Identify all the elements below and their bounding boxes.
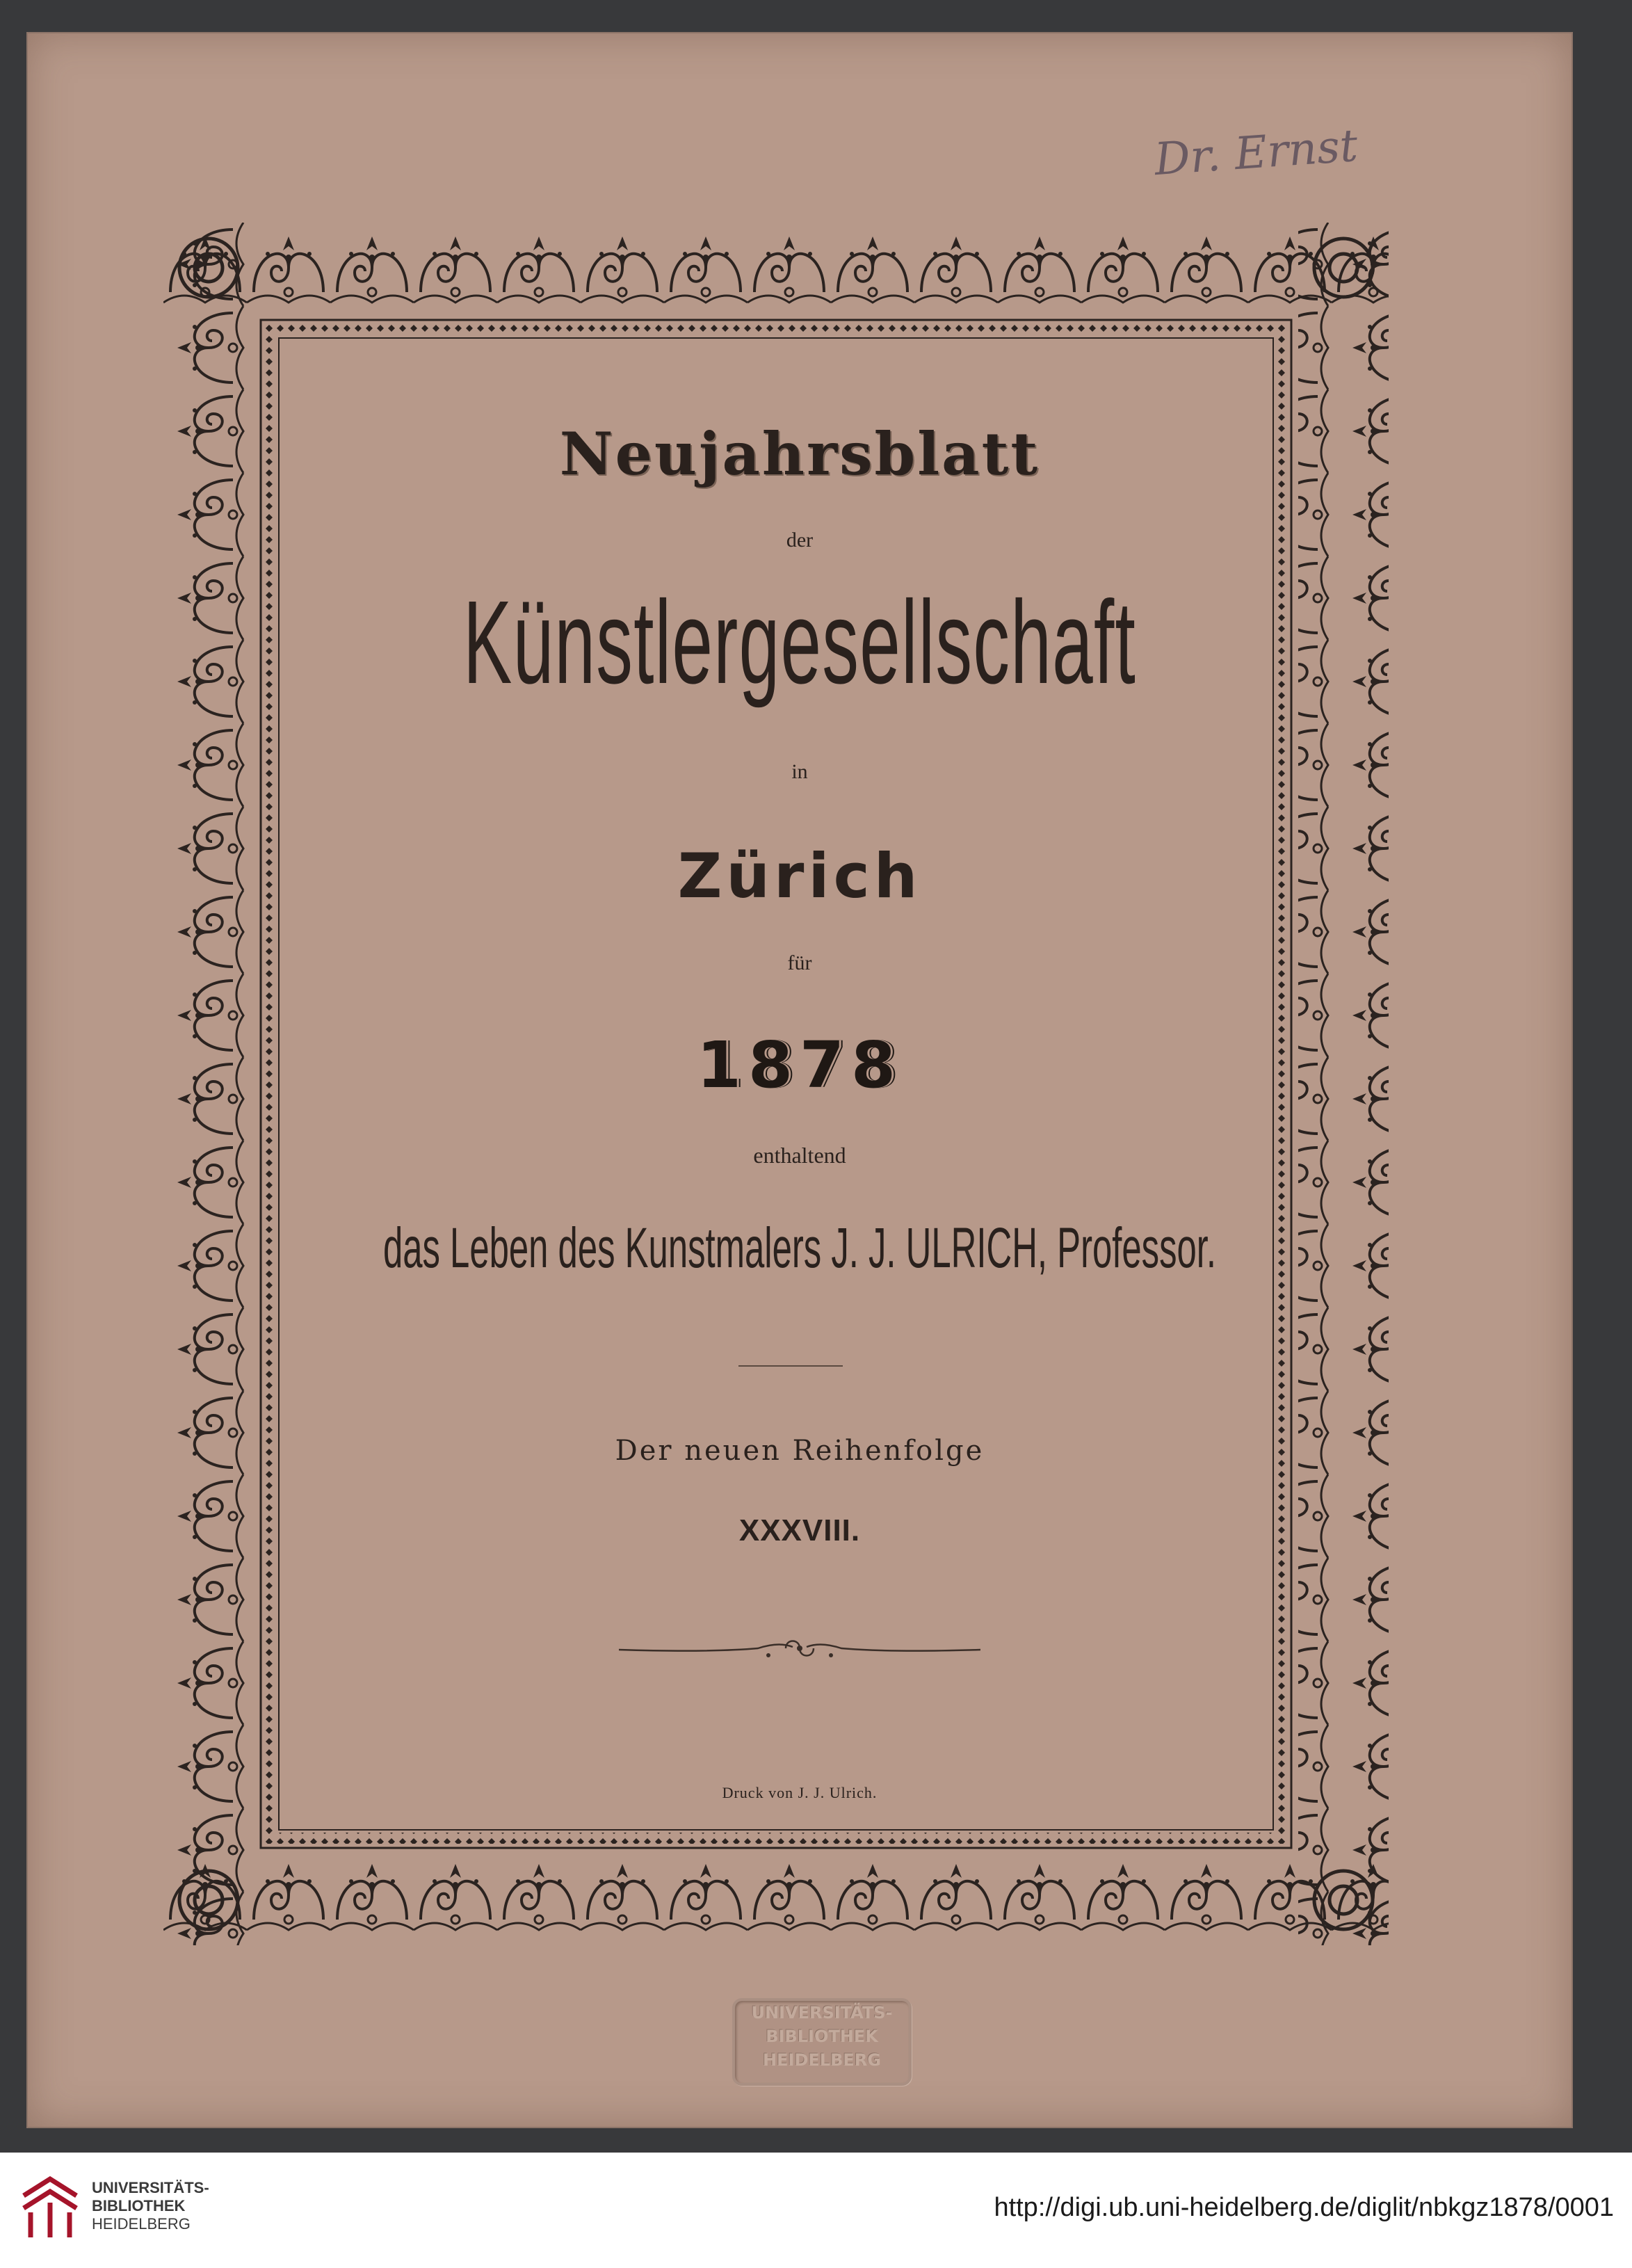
word-fuer: für — [787, 951, 812, 974]
series-label: Der neuen Reihenfolge — [615, 1435, 985, 1467]
divider-rule — [738, 1365, 843, 1367]
footer-library-line: HEIDELBERG — [92, 2215, 191, 2233]
footer-library-line: UNIVERSITÄTS- — [92, 2179, 209, 2196]
title-kuenstlergesellschaft: Künstlergesellschaft — [462, 577, 1137, 709]
title-page — [28, 33, 1572, 2127]
stamp-line: HEIDELBERG — [763, 2050, 881, 2070]
stamp-line: UNIVERSITÄTS- — [751, 2003, 893, 2022]
footer-library-line: BIBLIOTHEK — [92, 2197, 186, 2214]
ornamental-divider — [619, 1634, 980, 1662]
library-logo-icon — [17, 2168, 83, 2244]
title-year: 1878 — [696, 1028, 903, 1102]
title-neujahrsblatt: Neujahrsblatt — [559, 419, 1040, 488]
word-enthaltend: enthaltend — [753, 1143, 846, 1168]
title-city: Zürich — [677, 840, 922, 912]
printer-credit: Druck von J. J. Ulrich. — [722, 1784, 878, 1801]
footer-url-link[interactable]: http://digi.ub.uni-heidelberg.de/diglit/nbkgz1878/0001 — [994, 2193, 1614, 2222]
subtitle: das Leben des Kunstmalers J. J. ULRICH, Professor. — [382, 1216, 1217, 1280]
library-stamp — [732, 1998, 912, 2086]
word-in: in — [791, 760, 808, 783]
handwritten-note: Dr. Ernst — [1152, 120, 1359, 186]
footer-bar — [0, 2153, 1632, 2268]
footer-library-name — [92, 2179, 209, 2233]
series-number: XXXVIII. — [738, 1513, 861, 1547]
stamp-line: BIBLIOTHEK — [766, 2027, 878, 2046]
word-der: der — [786, 529, 814, 552]
